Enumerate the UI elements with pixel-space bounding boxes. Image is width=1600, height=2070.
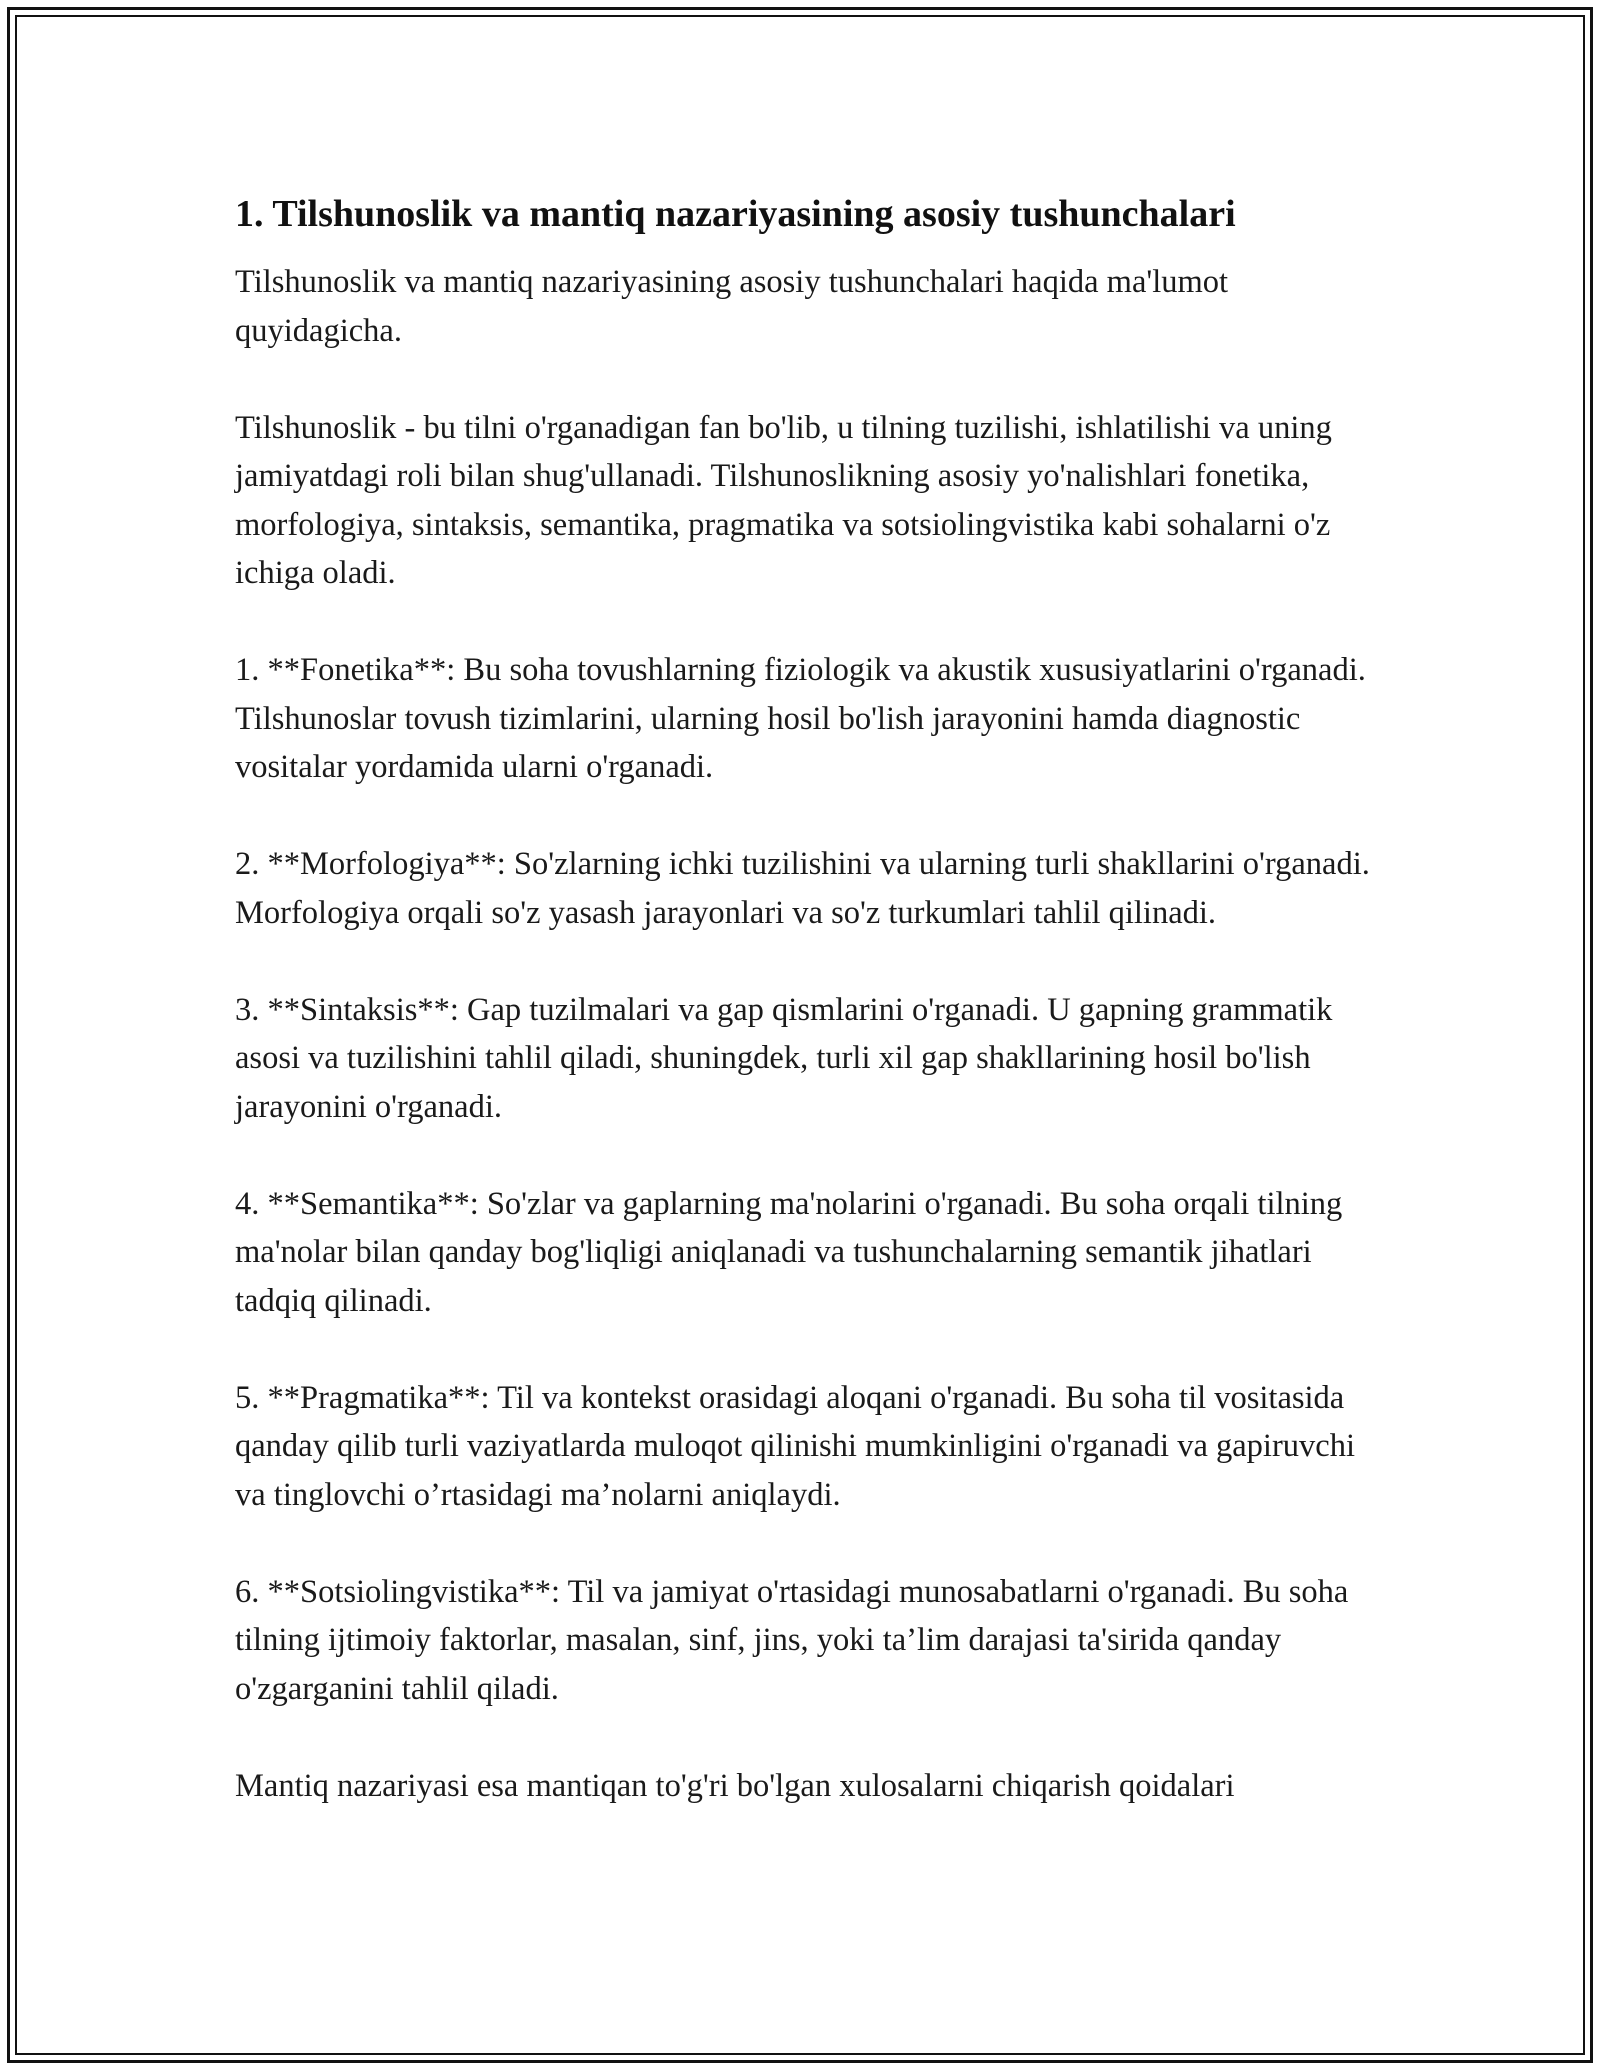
list-item-semantika: 4. **Semantika**: So'zlar va gaplarning ma'nolarini o'rganadi. Bu soha orqali tilning ma'nolar bilan qanday bog'liqligi aniqlanadi va tushunchalarning semantik jihatlari tadqiq qilinadi. bbox=[235, 1185, 1343, 1319]
list-item-morfologiya: 2. **Morfologiya**: So'zlarning ichki tuzilishini va ularning turli shakllarini o'rganadi. Morfologiya orqali so'z yasash jarayonlari va so'z turkumlari tahlil qilinadi. bbox=[235, 846, 1370, 931]
list-item-pragmatika: 5. **Pragmatika**: Til va kontekst orasidagi aloqani o'rganadi. Bu soha til vositasida qanday qilib turli vaziyatlarda muloqot qilinishi mumkinligini o'rganadi va gapiruvchi va tinglovchi o’rtasidagi ma’nolarni aniqlaydi. bbox=[235, 1379, 1355, 1513]
list-item-sotsiolingvistika: 6. **Sotsiolingvistika**: Til va jamiyat o'rtasidagi munosabatlarni o'rganadi. Bu soha tilning ijtimoiy faktorlar, masalan, sinf, jins, yoki ta’lim darajasi ta'sirida qanday o'zgarganini tahlil qiladi. bbox=[235, 1573, 1349, 1707]
closing-paragraph: Mantiq nazariyasi esa mantiqan to'g'ri bo'lgan xulosalarni chiqarish qoidalari bbox=[235, 1767, 1235, 1804]
list-item-sintaksis: 3. **Sintaksis**: Gap tuzilmalari va gap qismlarini o'rganadi. U gapning grammatik asosi va tuzilishini tahlil qiladi, shuningdek, turli xil gap shakllarining hosil bo'lish jarayonini o'rganadi. bbox=[235, 991, 1333, 1125]
intro-paragraph: Tilshunoslik va mantiq nazariyasining asosiy tushunchalari haqida ma'lumot quyidagicha. bbox=[235, 264, 1229, 349]
list-item-fonetika: 1. **Fonetika**: Bu soha tovushlarning fiziologik va akustik xususiyatlarini o'rganadi. Tilshunoslar tovush tizimlarini, ularning hosil bo'lish jarayonini hamda diagnostic vositalar yordamida ularni o'rganadi. bbox=[235, 652, 1366, 785]
document-body bbox=[235, 188, 1375, 1810]
definition-paragraph: Tilshunoslik - bu tilni o'rganadigan fan bo'lib, u tilning tuzilishi, ishlatilishi va uning jamiyatdagi roli bilan shug'ullanadi. Tilshunoslikning asosiy yo'nalishlari fonetika, morfologiya, sintaksis, semantika, pragmatika va sotsiolingvistika kabi sohalarni o'z ichiga oladi. bbox=[235, 409, 1332, 591]
document-heading: 1. Tilshunoslik va mantiq nazariyasining asosiy tushunchalari bbox=[235, 193, 1236, 235]
